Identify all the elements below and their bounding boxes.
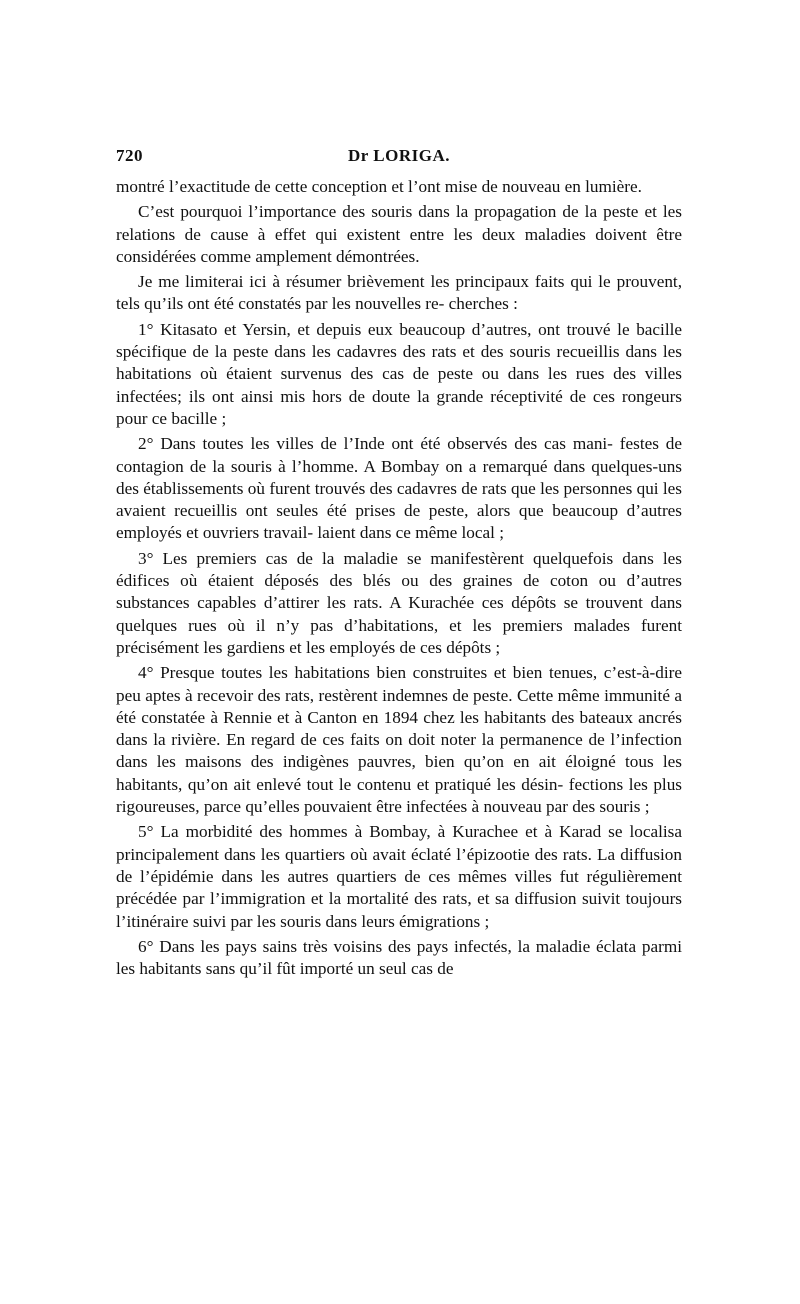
paragraph-point-3: 3° Les premiers cas de la maladie se manifestèrent quelquefois dans les édifices où étaient déposés des blés ou des graines de coton ou d’autres substances capables d’attirer les rats. A Kurachée ces dépôts se trouvent dans quelques rues où il n’y pas d’habitations, et les premiers malades furent précisément les gardiens et les employés de ces dépôts ;: [116, 548, 682, 657]
book-page: [116, 146, 682, 983]
paragraph-point-2: 2° Dans toutes les villes de l’Inde ont été observés des cas mani- festes de contagion de la souris à l’homme. A Bombay on a remarqué dans quelques-uns des établissements où furent trouvés des cadavres de rats que les personnes qui les avaient recueillis ont seules été prises de peste, alors que beaucoup d’autres employés et ouvriers travail- laient dans ce même local ;: [116, 434, 682, 543]
body-text: [116, 176, 682, 980]
paragraph-point-6: 6° Dans les pays sains très voisins des pays infectés, la maladie éclata parmi les habitants sans qu’il fût importé un seul cas de: [116, 936, 682, 979]
page-number: 720: [116, 146, 143, 165]
paragraph-point-4: 4° Presque toutes les habitations bien construites et bien tenues, c’est-à-dire peu aptes à recevoir des rats, restèrent indemnes de peste. Cette même immunité a été constatée à Rennie et à Canton en 1894 chez les habitants des bateaux ancrés dans la rivière. En regard de ces faits on doit noter la permanence de l’infection dans les maisons des indigènes pauvres, bien qu’on en ait éloigné tous les habitants, qu’on ait enlevé tout le contenu et pratiqué les désin- fections les plus rigoureuses, parce qu’elles pouvaient être infectées à nouveau par des souris ;: [116, 663, 682, 817]
paragraph-summary-intro: Je me limiterai ici à résumer brièvement les principaux faits qui le prouvent, tels qu’ils ont été constatés par les nouvelles re- cherches :: [116, 272, 682, 314]
paragraph-point-1: 1° Kitasato et Yersin, et depuis eux beaucoup d’autres, ont trouvé le bacille spécifique de la peste dans les cadavres des rats et des souris recueillis dans les habitations où étaient survenus des cas de peste ou dans les rues des villes infectées; ils ont ainsi mis hors de doute la grande réceptivité de ces rongeurs pour ce bacille ;: [116, 319, 682, 428]
paragraph-mice-importance: C’est pourquoi l’importance des souris dans la propagation de la peste et les relations de cause à effet qui existent entre les deux maladies doivent être considérées comme amplement démontrées.: [116, 202, 682, 266]
paragraph-continuation: montré l’exactitude de cette conception et l’ont mise de nouveau en lumière.: [116, 177, 642, 196]
paragraph-point-5: 5° La morbidité des hommes à Bombay, à Kurachee et à Karad se localisa principalement dans les quartiers où avait éclaté l’épizootie des rats. La diffusion de l’épidémie dans les autres quartiers de ces mêmes villes fut régulièrement précédée par l’immigration et la mortalité des rats, et sa diffusion suivit toujours l’itinéraire suivi par les souris dans leurs émigrations ;: [116, 822, 682, 931]
running-head: [116, 146, 682, 170]
running-title: Dr LORIGA.: [348, 146, 450, 165]
